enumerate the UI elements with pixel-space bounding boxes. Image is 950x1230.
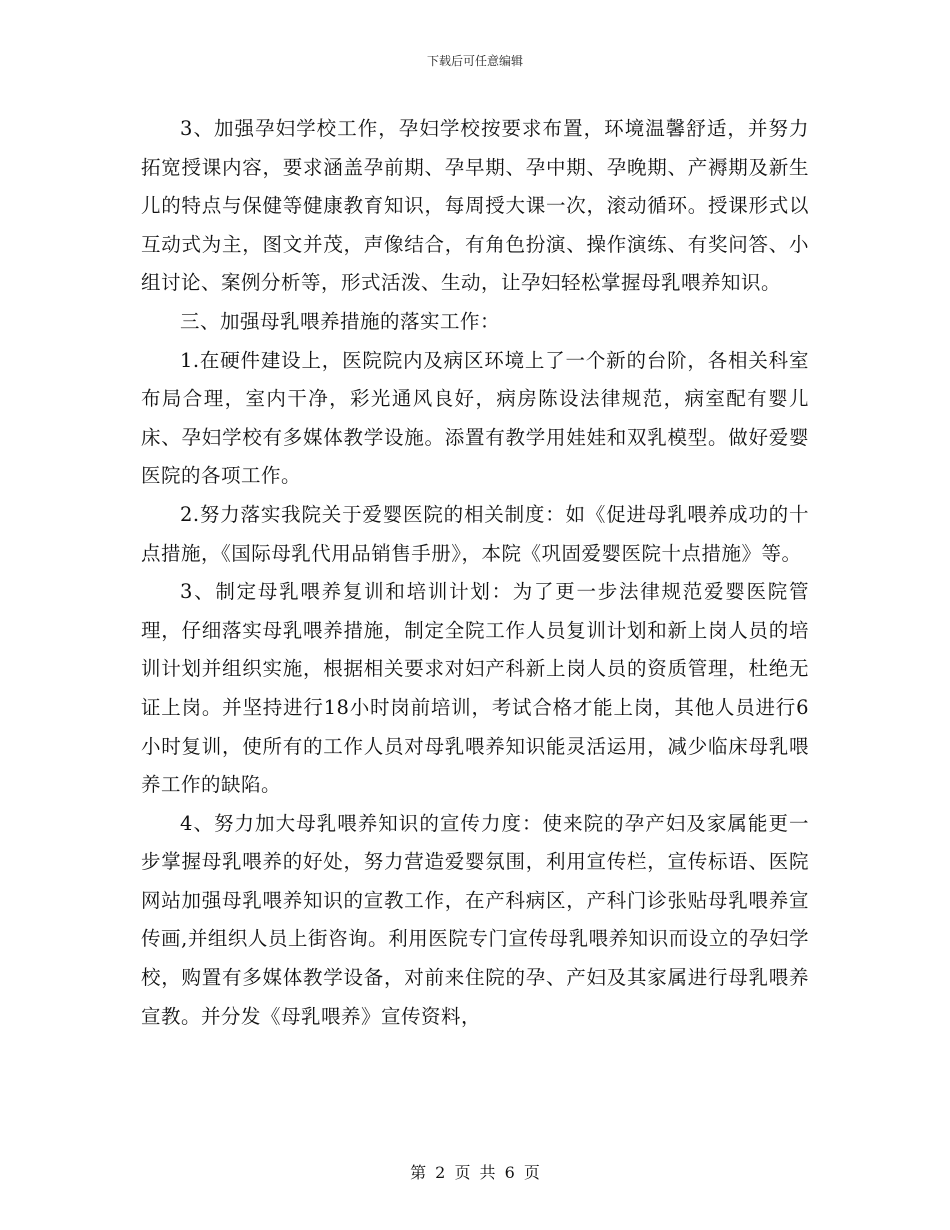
paragraph-training-plan: 3、制定母乳喂养复训和培训计划：为了更一步法律规范爱婴医院管理，仔细落实母乳喂养措施，制定全院工作人员复训计划和新上岗人员的培训计划并组织实施，根据相关要求对妇产科新上岗人员的资质管理，杜绝无证上岗。并坚持进行18小时岗前培训，考试合格才能上岗，其他人员进行6小时复训，使所有的工作人员对母乳喂养知识能灵活运用，减少临床母乳喂养工作的缺陷。 [141,580,809,797]
page-number-footer: 第 2 页 共 6 页 [410,1163,540,1182]
page-header: 下载后可任意编辑 [426,54,523,68]
paragraph-pregnant-school: 3、加强孕妇学校工作，孕妇学校按要求布置，环境温馨舒适，并努力拓宽授课内容，要求涵盖孕前期、孕早期、孕中期、孕晚期、产褥期及新生儿的特点与保健等健康教育知识，每周授大课一次，滚动循环。授课形式以互动式为主，图文并茂，声像结合，有角色扮演、操作演练、有奖问答、小组讨论、案例分析等，形式活泼、生动，让孕妇轻松掌握母乳喂养知识。 [141,117,809,295]
document-body [141,110,809,1036]
paragraph-hardware: 1.在硬件建设上，医院院内及病区环境上了一个新的台阶，各相关科室布局合理，室内干净，彩光通风良好，病房陈设法律规范，病室配有婴儿床、孕妇学校有多媒体教学设施。添置有教学用娃娃和双乳模型。做好爱婴医院的各项工作。 [141,348,809,488]
section-heading-breastfeeding-measures: 三、加强母乳喂养措施的落实工作： [180,309,501,333]
paragraph-regulations: 2.努力落实我院关于爱婴医院的相关制度：如《促进母乳喂养成功的十点措施，《国际母乳代用品销售手册》，本院《巩固爱婴医院十点措施》等。 [141,502,809,565]
paragraph-publicity: 4、努力加大母乳喂养知识的宣传力度：使来院的孕产妇及家属能更一步掌握母乳喂养的好处，努力营造爱婴氛围，利用宣传栏，宣传标语、医院网站加强母乳喂养知识的宣教工作，在产科病区，产科门诊张贴母乳喂养宣传画,并组织人员上街咨询。利用医院专门宣传母乳喂养知识而设立的孕妇学校，购置有多媒体教学设备，对前来住院的孕、产妇及其家属进行母乳喂养宣教。并分发《母乳喂养》宣传资料， [141,811,809,1028]
